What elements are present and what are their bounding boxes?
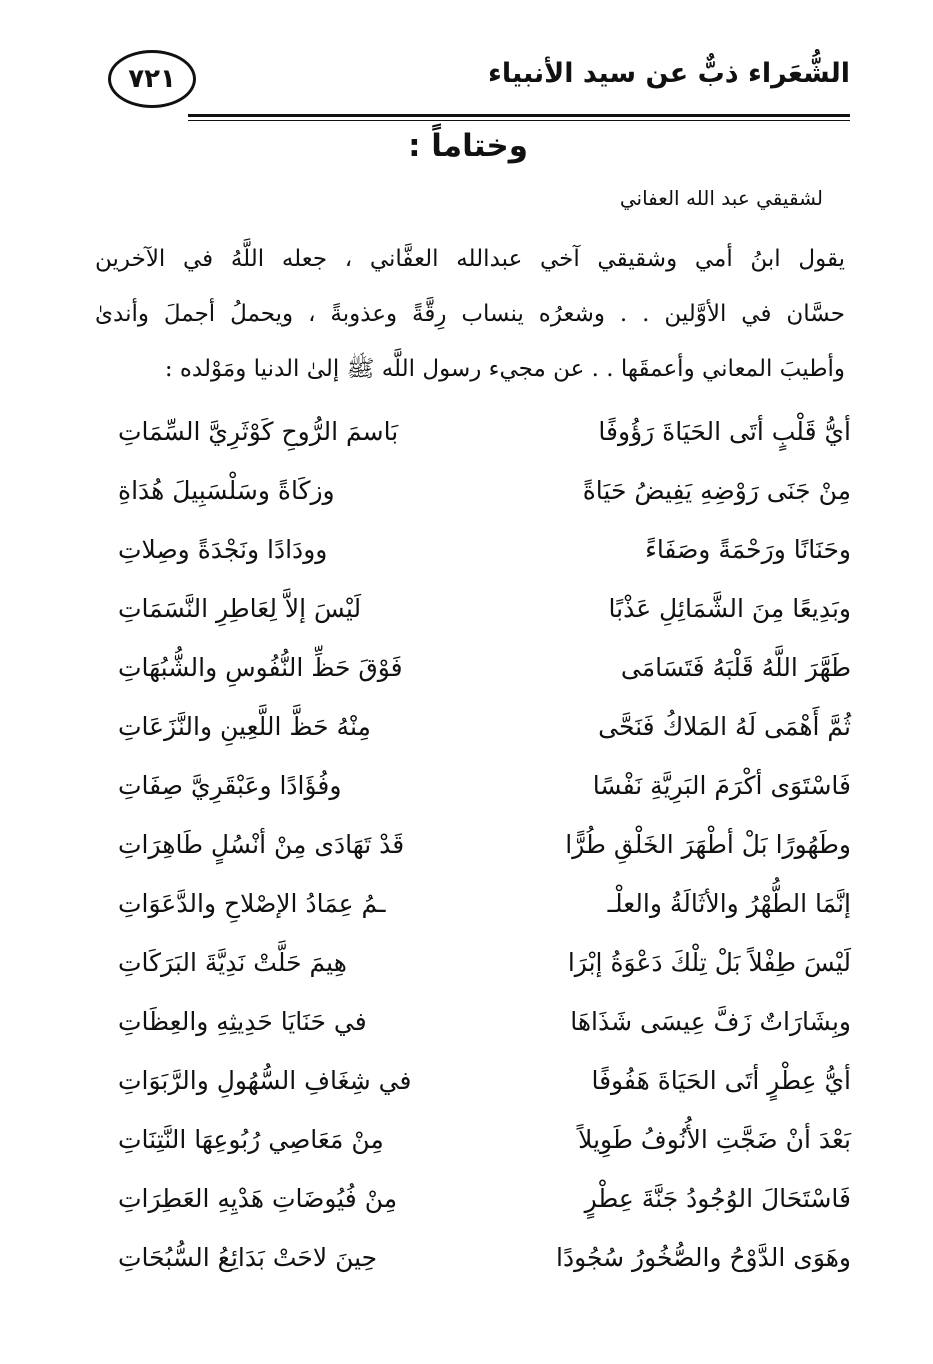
verse-second-hemistich: ـمُ عِمَادُ الإصْلاحِ والدَّعَوَاتِ bbox=[118, 889, 386, 918]
verse-first-hemistich: أيُّ عِطْرٍ أتَى الحَيَاةَ هَفُوفًا bbox=[591, 1066, 851, 1095]
verse-second-hemistich: مِنْ مَعَاصِي رُبُوعِهَا النَّتِنَاتِ bbox=[118, 1125, 384, 1154]
intro-line: حسَّان في الأوَّلين . . وشعرُه ينساب رِقَّةً وعذوبةً ، ويحملُ أجملَ وأندىٰ bbox=[95, 301, 845, 327]
page-number: ٧٢١ bbox=[128, 64, 176, 94]
verse-second-hemistich: مِنْهُ حَظَّ اللَّعِينِ والنَّزَعَاتِ bbox=[118, 712, 371, 741]
poem-verse bbox=[0, 943, 933, 1005]
verse-second-hemistich: مِنْ فُيُوضَاتِ هَدْيِهِ العَطِرَاتِ bbox=[118, 1184, 398, 1213]
verse-second-hemistich: هِيمَ حَلَّتْ نَدِيَّةَ البَرَكَاتِ bbox=[118, 948, 347, 977]
poem-verse bbox=[0, 1061, 933, 1123]
poem-verse bbox=[0, 648, 933, 710]
poem-verse bbox=[0, 1238, 933, 1300]
section-title: وختاماً : bbox=[408, 128, 528, 164]
verse-second-hemistich: في شِغَافِ السُّهُولِ والرَّبَوَاتِ bbox=[118, 1066, 412, 1095]
verse-second-hemistich: وزكَاةً وسَلْسَبِيلَ هُدَاةِ bbox=[118, 476, 335, 505]
poem-verse bbox=[0, 707, 933, 769]
verse-second-hemistich: في حَنَايَا حَدِيثِهِ والعِظَاتِ bbox=[118, 1007, 367, 1036]
intro-line: يقول ابنُ أمي وشقيقي آخي عبدالله العفَّاني ، جعله اللَّهُ في الآخرين bbox=[95, 246, 845, 272]
poem-verse bbox=[0, 530, 933, 592]
poem-verse bbox=[0, 1002, 933, 1064]
verse-second-hemistich: حِينَ لاحَتْ بَدَائِعُ السُّبُحَاتِ bbox=[118, 1243, 378, 1272]
verse-second-hemistich: فَوْقَ حَظِّ النُّفُوسِ والشُّبُهَاتِ bbox=[118, 653, 403, 682]
verse-first-hemistich: أيُّ قَلْبٍ أتَى الحَيَاةَ رَؤُوفًا bbox=[598, 417, 851, 446]
verse-second-hemistich: وفُؤَادًا وعَبْقَرِيَّ صِفَاتِ bbox=[118, 771, 342, 800]
poem-verse bbox=[0, 1179, 933, 1241]
verse-first-hemistich: ثُمَّ أَهْمَى لَهُ المَلاكُ فَنَحَّى bbox=[598, 712, 851, 741]
poem-verse bbox=[0, 884, 933, 946]
running-title: الشُّعَراء ذبٌّ عن سيد الأنبياء bbox=[488, 58, 850, 89]
verse-first-hemistich: وبَدِيعًا مِنَ الشَّمَائِلِ عَذْبًا bbox=[608, 594, 851, 623]
verse-first-hemistich: مِنْ جَنَى رَوْضِهِ يَفِيضُ حَيَاةً bbox=[582, 476, 851, 505]
intro-line: وأطيبَ المعاني وأعمقَها . . عن مجيء رسول اللَّه ﷺ إلىٰ الدنيا ومَوْلده : bbox=[164, 356, 845, 382]
verse-second-hemistich: لَيْسَ إلاَّ لِعَاطِرِ النَّسَمَاتِ bbox=[118, 594, 362, 623]
verse-first-hemistich: وطَهُورًا بَلْ أطْهَرَ الخَلْقِ طُرًّا bbox=[565, 830, 851, 859]
verse-first-hemistich: فَاسْتَحَالَ الوُجُودُ جَنَّةَ عِطْرٍ bbox=[584, 1184, 851, 1213]
poem-verse bbox=[0, 1120, 933, 1182]
poem-verse bbox=[0, 589, 933, 651]
poem-verse bbox=[0, 471, 933, 533]
verse-second-hemistich: وودَادًا ونَجْدَةً وصِلاتِ bbox=[118, 535, 328, 564]
verse-first-hemistich: وهَوَى الدَّوْحُ والصُّخُورُ سُجُودًا bbox=[556, 1243, 851, 1272]
verse-first-hemistich: وحَنَانًا ورَحْمَةً وصَفَاءً bbox=[645, 535, 851, 564]
poem-verse bbox=[0, 412, 933, 474]
poem-verse bbox=[0, 766, 933, 828]
verse-second-hemistich: بَاسمَ الرُّوحِ كَوْثَرِيَّ السِّمَاتِ bbox=[118, 417, 399, 446]
poem-verse bbox=[0, 825, 933, 887]
verse-first-hemistich: لَيْسَ طِفْلاً بَلْ تِلْكَ دَعْوَةُ إبْرَا bbox=[567, 948, 851, 977]
verse-second-hemistich: قَدْ تَهَادَى مِنْ أنْسُلٍ طَاهِرَاتِ bbox=[118, 830, 405, 859]
verse-first-hemistich: إنَّمَا الطُّهْرُ والأثَالَةُ والعلْـ bbox=[607, 889, 851, 918]
verse-first-hemistich: بَعْدَ أنْ ضَجَّتِ الأُنُوفُ طَوِيلاً bbox=[578, 1125, 851, 1154]
verse-first-hemistich: فَاسْتَوَى أكْرَمَ البَرِيَّةِ نَفْسًا bbox=[592, 771, 851, 800]
dedication-line: لشقيقي عبد الله العفاني bbox=[619, 186, 823, 210]
verse-first-hemistich: طَهَّرَ اللَّهُ قَلْبَهُ فَتَسَامَى bbox=[620, 653, 851, 682]
verse-first-hemistich: وبِشَارَاتٌ زَفَّ عِيسَى شَذَاهَا bbox=[570, 1007, 851, 1036]
